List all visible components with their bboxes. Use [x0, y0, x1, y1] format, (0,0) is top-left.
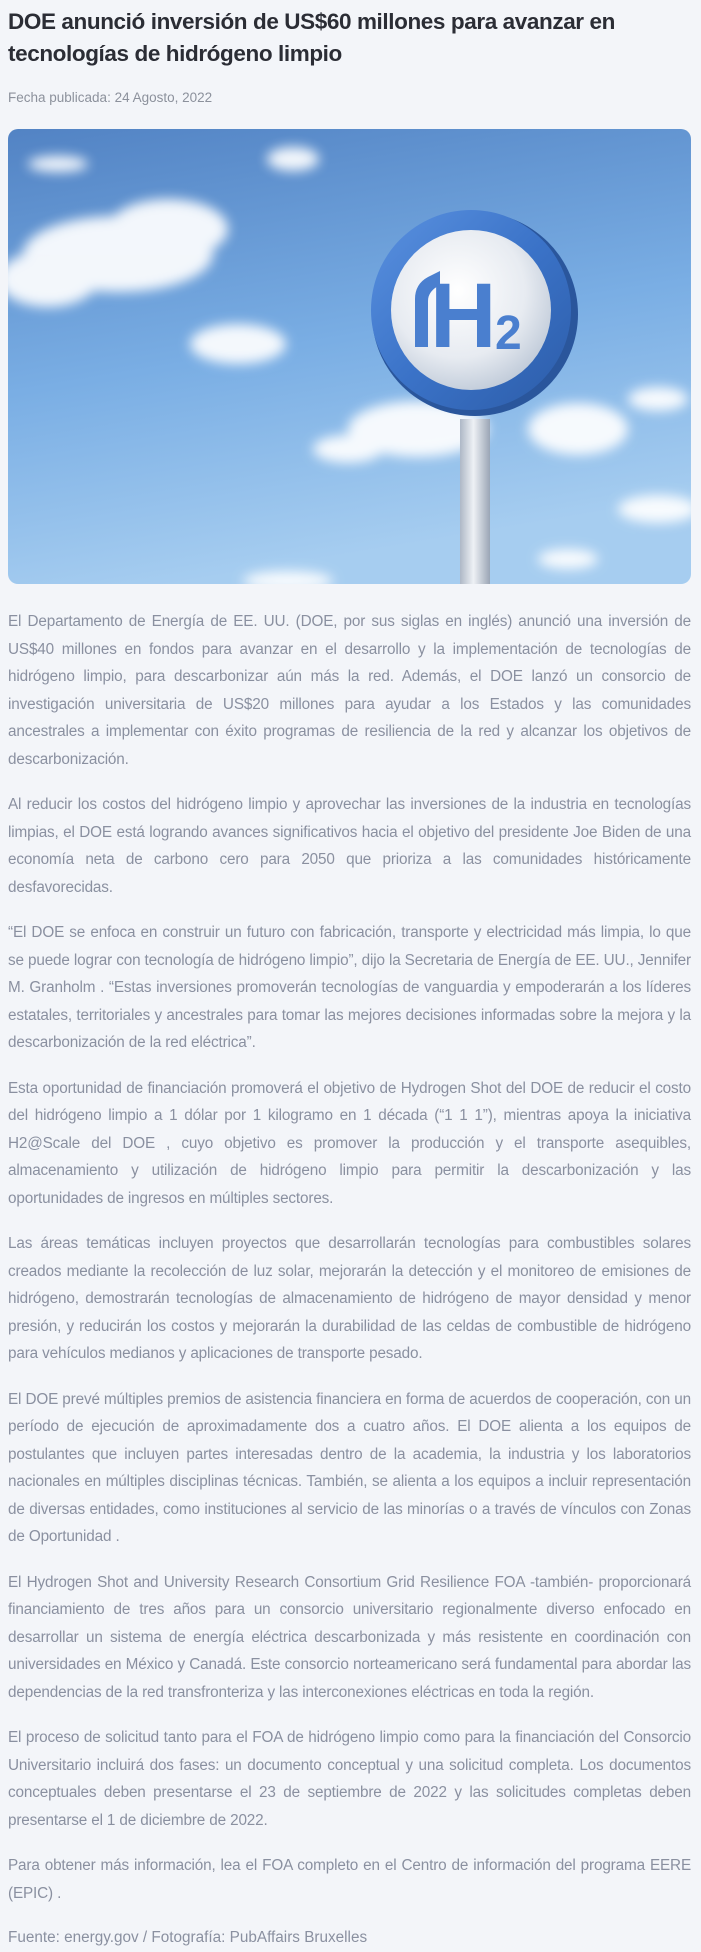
source-credit: Fuente: energy.gov / Fotografía: PubAffairs Bruxelles	[8, 1929, 368, 1946]
paragraph: Las áreas temáticas incluyen proyectos que desarrollarán tecnologías para combustibles solares creados mediante la recolección de luz solar, mejorarán la detección y el monitoreo de emisiones de hidrógeno, demostrarán tecnologías de almacenamiento de hidrógeno de mayor densidad y menor presión, y reducirán los costos y mejorarán la durabilidad de las celdas de combustible de hidrógeno para vehículos medianos y aplicaciones de transporte pesado.	[8, 1235, 691, 1362]
paragraph: Esta oportunidad de financiación promoverá el objetivo de Hydrogen Shot del DOE de reducir el costo del hidrógeno limpio a 1 dólar por 1 kilogramo en 1 década (“1 1 1”), mientras apoya la iniciativa H2@Scale del DOE , cuyo objetivo es promover la producción y el transporte asequibles, almacenamiento y utilización de hidrógeno limpio para permitir la descarbonización y las oportunidades de ingresos en múltiples sectores.	[8, 1079, 691, 1207]
article	[8, 0, 699, 1947]
article-title: DOE anunció inversión de US$60 millones para avanzar en tecnologías de hidrógeno limpio	[8, 9, 615, 66]
sign-pole	[460, 419, 490, 584]
paragraph: Al reducir los costos del hidrógeno limpio y aprovechar las inversiones de la industria en tecnologías limpias, el DOE está logrando avances significativos hacia el objetivo del presidente Joe Biden de una economía neta de carbono cero para 2050 que prioriza a las comunidades históricamente desfavorecidas.	[8, 796, 691, 896]
paragraph: Para obtener más información, lea el FOA completo en el Centro de información del programa EERE (EPIC) .	[8, 1857, 691, 1902]
sign-letter: H	[430, 265, 497, 367]
paragraph: El proceso de solicitud tanto para el FOA de hidrógeno limpio como para la financiación del Consorcio Universitario incluirá dos fases: un documento conceptual y una solicitud completa. Los documentos conceptuales deben presentarse el 23 de septiembre de 2022 y las solicitudes completas deben presentarse el 1 de diciembre de 2022.	[8, 1729, 691, 1829]
paragraph: El Hydrogen Shot and University Research Consortium Grid Resilience FOA -también- proporcionará financiamiento de tres años para un consorcio universitario regionalmente diverso enfocado en desarrollar un sistema de energía eléctrica descarbonizada y más resistente en coordinación con universidades en México y Canadá. Este consorcio norteamericano será fundamental para abordar las dependencias de la red transfronteriza y las interconexiones eléctricas en toda la región.	[8, 1573, 691, 1701]
paragraph: El Departamento de Energía de EE. UU. (DOE, por sus siglas en inglés) anunció una inversión de US$40 millones en fondos para avanzar en el desarrollo y la implementación de tecnologías de hidrógeno limpio, para descarbonizar aún más la red. Además, el DOE lanzó un consorcio de investigación universitaria de US$20 millones para ayudar a los Estados y las comunidades ancestrales a implementar con éxito programas de resiliencia de la red y alcanzar los objetivos de descarbonización.	[8, 613, 691, 768]
article-body	[8, 608, 691, 1907]
hero-image	[8, 129, 691, 584]
paragraph: “El DOE se enfoca en construir un futuro con fabricación, transporte y electricidad más limpia, lo que se puede lograr con tecnología de hidrógeno limpio”, dijo la Secretaria de Energía de EE. UU., Jennifer M. Granholm . “Estas inversiones promoverán tecnologías de vanguardia y empoderarán a los líderes estatales, territoriales y ancestrales para tomar las mejores decisiones informadas sobre la mejora y la descarbonización de la red eléctrica”.	[8, 924, 691, 1051]
publish-date: Fecha publicada: 24 Agosto, 2022	[8, 90, 213, 105]
sign-subscript: 2	[495, 307, 522, 360]
paragraph: El DOE prevé múltiples premios de asistencia financiera en forma de acuerdos de cooperación, con un período de ejecución de aproximadamente dos a cuatro años. El DOE alienta a los equipos de postulantes que incluyen partes interesadas dentro de la academia, la industria y los laboratorios nacionales en múltiples disciplinas técnicas. También, se alienta a los equipos a incluir representación de diversas entidades, como instituciones al servicio de las minorías o a través de vínculos con Zonas de Oportunidad .	[8, 1390, 691, 1545]
